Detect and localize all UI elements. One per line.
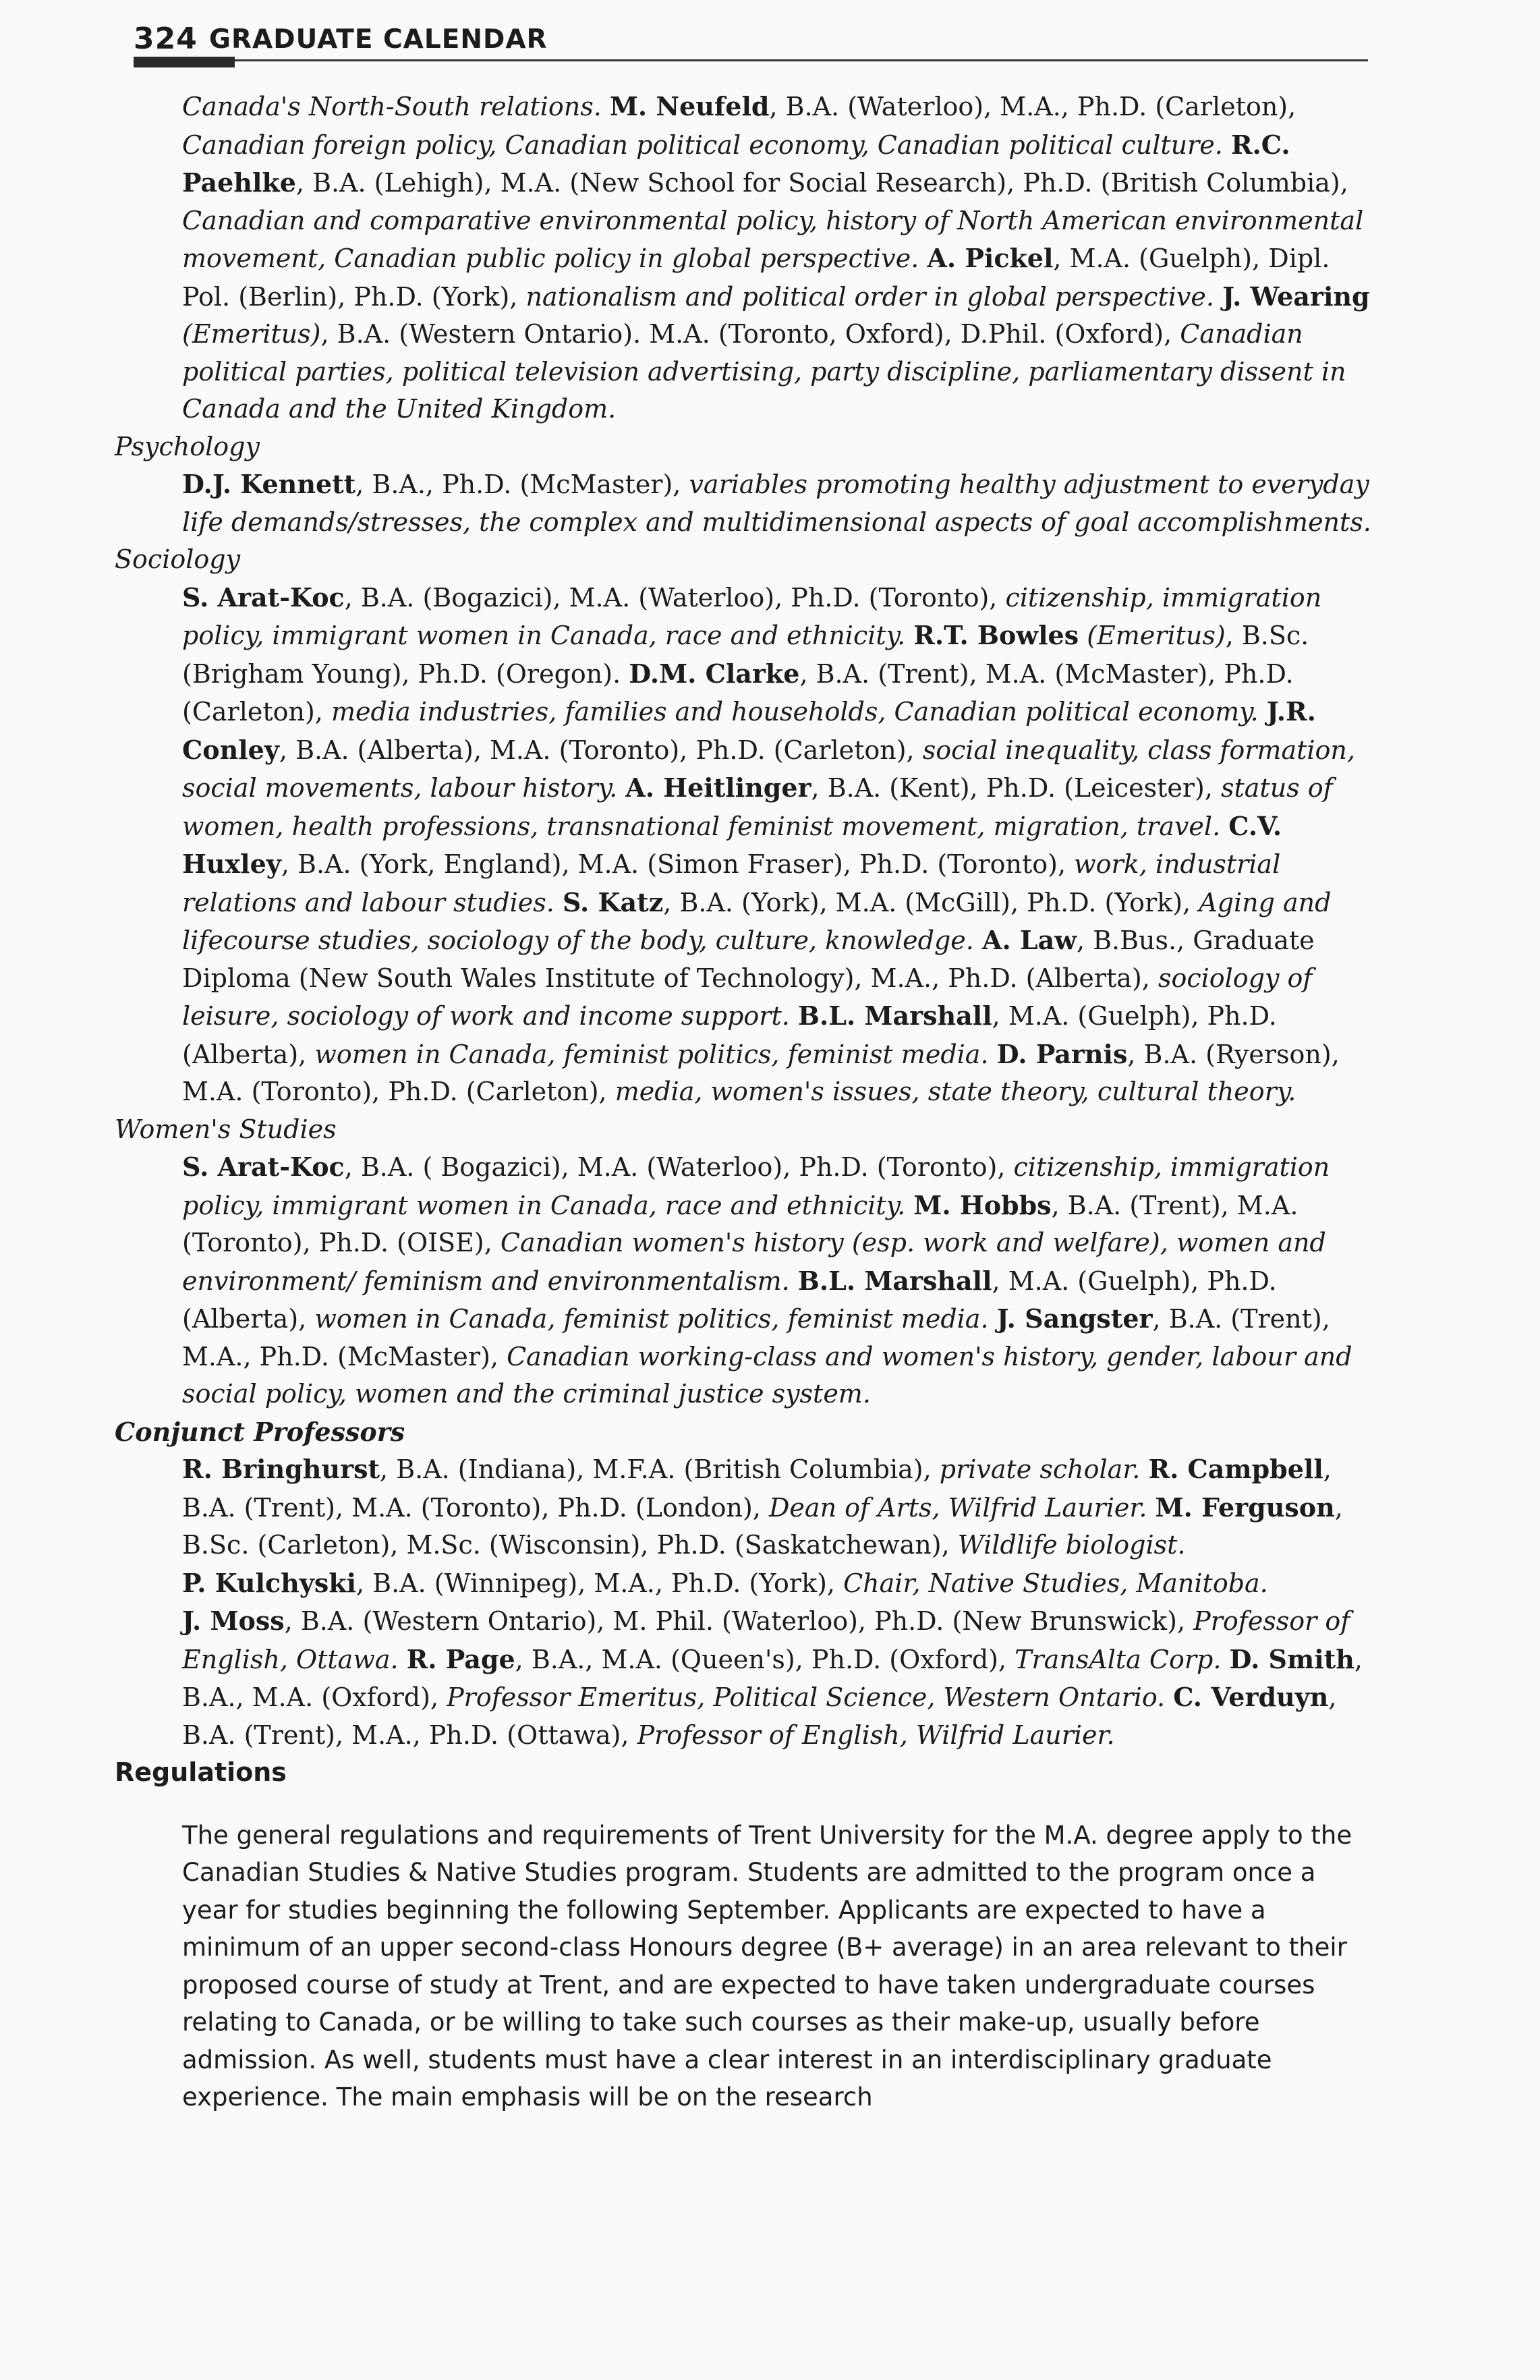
sociology-faculty xyxy=(182,579,1376,1111)
page-header xyxy=(134,15,1368,69)
research-interests: women in Canada, feminist politics, feminist media. xyxy=(314,1039,989,1069)
conjunct-paragraph-2 xyxy=(182,1564,1376,1603)
faculty-name: D. Smith xyxy=(1229,1643,1354,1674)
credentials-text xyxy=(905,1191,913,1220)
research-interests: variables promoting healthy adjustment to everyday life demands/stresses, the complex and multidimensional aspects of goal accomplishments. xyxy=(182,470,1371,537)
research-interests: Canadian political parties, political television advertising, party discipline, parliamentary dissent in Canada and the United Kingdom. xyxy=(182,319,1346,424)
faculty-name: A. Heitlinger xyxy=(625,772,811,803)
credentials-text: , B.A. (Western Ontario). M.A. (Toronto, Oxford), D.Phil. (Oxford), xyxy=(320,319,1180,349)
credentials-text: , B.A. ( Bogazici), M.A. (Waterloo), Ph.D. (Toronto), xyxy=(344,1152,1014,1182)
credentials-text: , B.A. (Western Ontario), M. Phil. (Waterloo), Ph.D. (New Brunswick), xyxy=(284,1606,1194,1636)
credentials-text xyxy=(1221,1645,1229,1674)
faculty-name: J. Moss xyxy=(182,1606,285,1636)
section-heading-womens-studies: Women's Studies xyxy=(115,1114,337,1144)
credentials-text xyxy=(1140,1454,1148,1484)
credentials-text: , B.A., M.A. (Oxford), xyxy=(182,1644,1363,1712)
research-interests: sociology of leisure, sociology of work and income support. xyxy=(182,963,1313,1031)
credentials-text xyxy=(1079,621,1087,650)
research-interests: Wildlife biologist. xyxy=(957,1530,1186,1560)
research-interests: Professor of English, Ottawa. xyxy=(182,1606,1350,1674)
credentials-text: , B.A. (York, England), M.A. (Simon Fraser), Ph.D. (Toronto), xyxy=(281,849,1075,879)
credentials-text: , B.A. (Trent), M.A. (Toronto), Ph.D. (London), xyxy=(182,1454,1332,1523)
faculty-name: D.J. Kennett xyxy=(182,469,356,499)
credentials-text xyxy=(790,1001,798,1031)
header-rule xyxy=(134,59,1368,61)
credentials-text: , B.A. (Alberta), M.A. (Toronto), Ph.D. (Carleton), xyxy=(279,735,923,765)
faculty-name: J. Wearing xyxy=(1222,281,1370,312)
faculty-name: M. Neufeld xyxy=(609,91,770,121)
research-interests: Chair, Native Studies, Manitoba. xyxy=(843,1568,1268,1598)
credentials-text: , B.A. (Lehigh), M.A. (New School for Social Research), Ph.D. (British Columbia), xyxy=(295,168,1348,198)
credentials-text xyxy=(1214,282,1222,312)
credentials-text xyxy=(1259,697,1267,727)
conjunct-paragraph-1 xyxy=(182,1450,1376,1564)
faculty-name: R. Page xyxy=(406,1643,515,1674)
political-studies-continued xyxy=(182,88,1376,428)
credentials-text: , B.Sc. (Carleton), M.Sc. (Wisconsin), Ph.D. (Saskatchewan), xyxy=(182,1492,1343,1560)
research-interests: media, women's issues, state theory, cultural theory. xyxy=(615,1077,1296,1106)
research-interests: social inequality, class formation, social movements, labour history. xyxy=(182,735,1355,803)
credentials-text: , M.A. (Guelph), Dipl. Pol. (Berlin), Ph.D. (York), xyxy=(182,244,1330,312)
credentials-text: , B.A. (Kent), Ph.D. (Leicester), xyxy=(811,773,1221,803)
research-interests: citizenship, immigration policy, immigrant women in Canada, race and ethnicity. xyxy=(182,582,1322,650)
credentials-text: , B.A., M.A. (Queen's), Ph.D. (Oxford), xyxy=(515,1644,1015,1674)
research-interests: Professor Emeritus, Political Science, Western Ontario. xyxy=(447,1682,1166,1712)
page-number: 324 xyxy=(134,22,198,56)
conjunct-paragraph-3 xyxy=(182,1602,1376,1754)
research-interests: private scholar. xyxy=(939,1454,1141,1484)
faculty-name: S. Arat-Koc xyxy=(182,582,345,613)
credentials-text: , B.A. (Trent), M.A. (Toronto), Ph.D. (OISE), xyxy=(182,1190,1299,1257)
credentials-text: , M.A. (Guelph), Ph.D. (Alberta), xyxy=(182,1266,1277,1334)
credentials-text xyxy=(1220,812,1228,841)
credentials-text: , B.A. (Ryerson), M.A. (Toronto), Ph.D. (Carleton), xyxy=(182,1039,1340,1106)
credentials-text xyxy=(399,1645,407,1674)
faculty-name: D.M. Clarke xyxy=(629,658,800,689)
research-interests: Dean of Arts, Wilfrid Laurier. xyxy=(768,1492,1147,1523)
credentials-text xyxy=(989,1040,997,1069)
section-heading-psychology: Psychology xyxy=(115,431,260,461)
header-rule-block xyxy=(134,57,235,67)
credentials-text: , B.A. (Indiana), M.F.A. (British Columbia), xyxy=(380,1454,940,1484)
psychology-faculty xyxy=(182,465,1376,541)
research-interests: Canadian and comparative environmental policy, history of North American environmental movement, Canadian public policy in global perspective. xyxy=(182,205,1364,273)
section-heading-sociology: Sociology xyxy=(115,544,241,574)
faculty-name: M. Ferguson xyxy=(1155,1492,1335,1523)
credentials-text xyxy=(1223,130,1231,160)
research-interests: women in Canada, feminist politics, feminist media. xyxy=(314,1304,989,1334)
faculty-name: R. Campbell xyxy=(1148,1454,1323,1484)
regulations-text: The general regulations and requirements of Trent University for the M.A. degree apply to the Canadian Studies & Native Studies program. Students are admitted to the program once a year for studies beginning the following September. Applicants are expected to have a minimum of an upper second-class Honours degree (B+ average) in an area relevant to their proposed course of study at Trent, and are expected to have taken undergraduate courses relating to Canada, or be willing to take such courses as their make-up, usually before admission. As well, students must have a clear interest in an interdisciplinary graduate experience. The main emphasis will be on the research xyxy=(182,1820,1352,2112)
credentials-text xyxy=(989,1304,997,1334)
research-interests: nationalism and political order in global perspective. xyxy=(525,281,1214,312)
faculty-name: A. Law xyxy=(981,925,1077,955)
faculty-name: J. Sangster xyxy=(996,1303,1153,1334)
faculty-name: D. Parnis xyxy=(996,1038,1128,1069)
credentials-text: , B.Sc. (Brigham Young), Ph.D. (Oregon). xyxy=(182,621,1309,689)
womens-studies-faculty xyxy=(182,1148,1376,1413)
credentials-text: , B.A. (Winnipeg), M.A., Ph.D. (York), xyxy=(356,1568,844,1598)
faculty-name: R. Bringhurst xyxy=(182,1454,380,1484)
research-interests: TransAlta Corp. xyxy=(1015,1644,1222,1674)
credentials-text: , B.A. (Bogazici), M.A. (Waterloo), Ph.D. (Toronto), xyxy=(344,582,1006,613)
faculty-name: S. Arat-Koc xyxy=(182,1152,345,1182)
research-interests: (Emeritus) xyxy=(182,319,321,349)
credentials-text xyxy=(919,244,927,273)
research-interests: (Emeritus) xyxy=(1087,621,1226,650)
faculty-name: M. Hobbs xyxy=(913,1189,1052,1220)
faculty-name: S. Katz xyxy=(562,886,664,917)
page-content xyxy=(115,88,1376,2141)
credentials-text xyxy=(617,773,625,803)
research-interests: Canada's North-South relations. xyxy=(182,92,610,121)
credentials-text xyxy=(1147,1493,1155,1523)
credentials-text: , B.A. (Trent), M.A., Ph.D. (McMaster), xyxy=(182,1304,1330,1371)
research-interests: Professor of English, Wilfrid Laurier. xyxy=(637,1720,1115,1750)
credentials-text: , B.A., Ph.D. (McMaster), xyxy=(355,470,689,499)
faculty-name: R.C. Paehlke xyxy=(182,129,1290,198)
section-heading-regulations: Regulations xyxy=(115,1757,287,1787)
credentials-text xyxy=(1165,1682,1173,1712)
research-interests: media industries, families and households, Canadian political economy. xyxy=(331,697,1259,727)
credentials-text xyxy=(905,621,913,650)
faculty-name: C. Verduyn xyxy=(1173,1682,1329,1712)
research-interests: Canadian foreign policy, Canadian political economy, Canadian political culture. xyxy=(182,130,1223,160)
faculty-name: J.R. Conley xyxy=(182,696,1316,765)
research-interests: work, industrial relations and labour studies. xyxy=(182,849,1281,917)
faculty-name: R.T. Bowles xyxy=(913,620,1079,650)
credentials-text xyxy=(554,888,563,917)
credentials-text: , M.A. (Guelph), Ph.D. (Alberta), xyxy=(182,1001,1277,1069)
research-interests: status of women, health professions, transnational feminist movement, migration, travel. xyxy=(182,773,1333,841)
credentials-text: , B.A. (Trent), M.A., Ph.D. (Ottawa), xyxy=(182,1682,1337,1750)
credentials-text xyxy=(790,1266,798,1296)
section-heading-conjunct: Conjunct Professors xyxy=(115,1416,405,1447)
credentials-text xyxy=(974,926,982,955)
credentials-text: , B.Bus., Graduate Diploma (New South Wales Institute of Technology), M.A., Ph.D. (Alberta), xyxy=(182,926,1315,993)
faculty-name: A. Pickel xyxy=(927,243,1054,273)
faculty-name: C.V. Huxley xyxy=(182,810,1282,879)
faculty-name: B.L. Marshall xyxy=(797,1000,992,1031)
research-interests: citizenship, immigration policy, immigrant women in Canada, race and ethnicity. xyxy=(182,1152,1330,1220)
credentials-text: , B.A. (York), M.A. (McGill), Ph.D. (York), xyxy=(663,887,1199,917)
credentials-text: , B.A. (Waterloo), M.A., Ph.D. (Carleton), xyxy=(769,92,1296,121)
faculty-name: P. Kulchyski xyxy=(182,1567,357,1598)
credentials-text: , B.A. (Trent), M.A. (McMaster), Ph.D. (Carleton), xyxy=(182,658,1294,727)
research-interests: Canadian women's history (esp. work and welfare), women and environment/ feminism and environmentalism. xyxy=(182,1228,1326,1296)
research-interests: Aging and lifecourse studies, sociology of the body, culture, knowledge. xyxy=(182,887,1332,955)
research-interests: Canadian working-class and women's history, gender, labour and social policy, women and the criminal justice system. xyxy=(182,1341,1352,1409)
faculty-name: B.L. Marshall xyxy=(797,1265,992,1296)
running-head: GRADUATE CALENDAR xyxy=(209,24,548,55)
